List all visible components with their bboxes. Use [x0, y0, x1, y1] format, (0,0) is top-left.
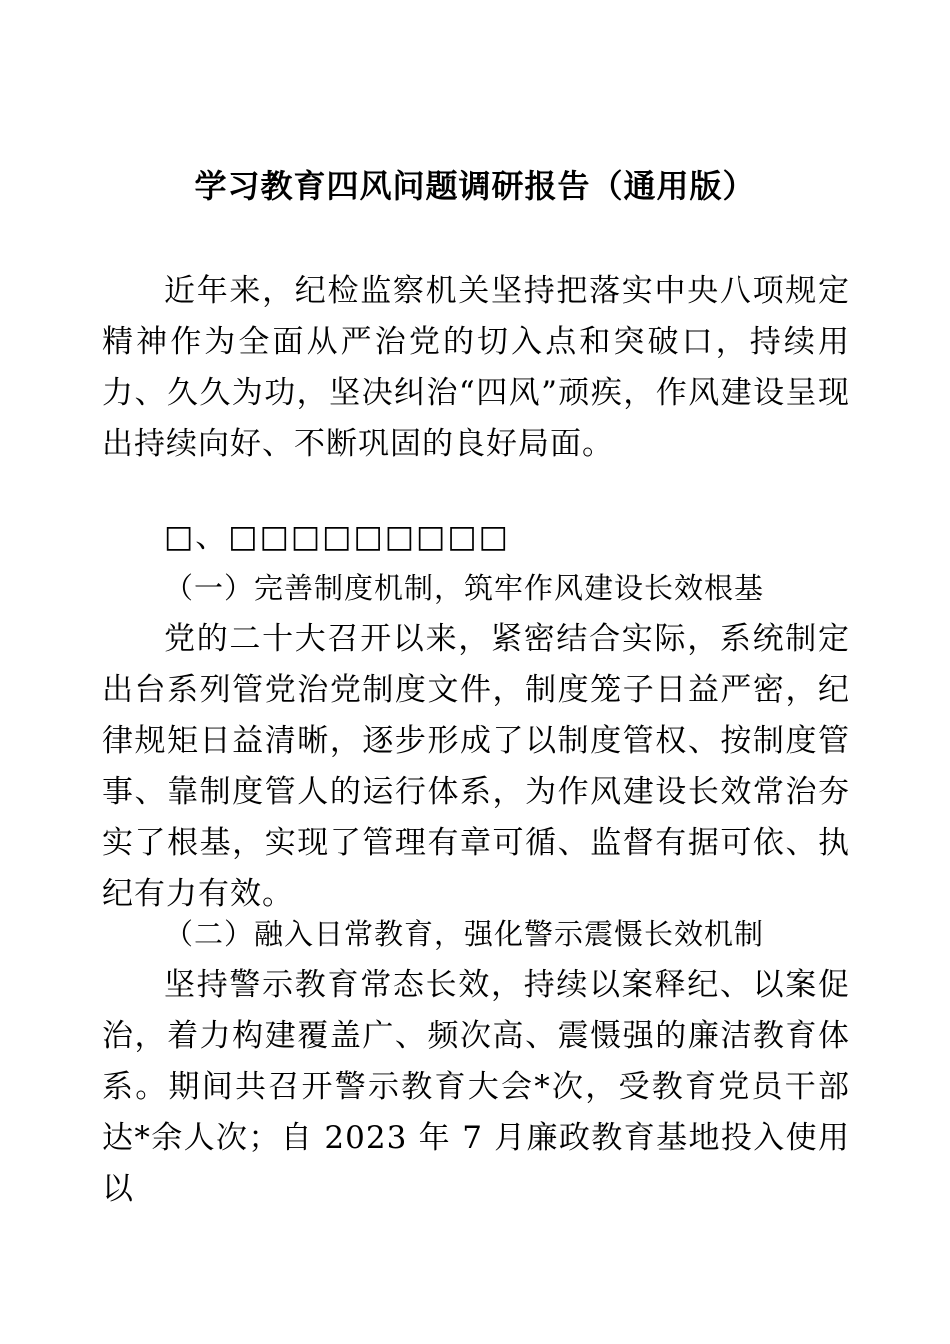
section-heading-1: □、□□□□□□□□□ [164, 519, 510, 555]
subsection-2-paragraph: 坚持警示教育常态长效，持续以案释纪、以案促治，着力构建覆盖广、频次高、震慑强的廉洁教育体系。期间共召开警示教育大会*次，受教育党员干部达*余人次；自 2023 年 7 月廉政教育基地投入使用以 [102, 967, 850, 1207]
subsection-1-paragraph: 党的二十大召开以来，紧密结合实际，系统制定出台系列管党治党制度文件，制度笼子日益严密，纪律规矩日益清晰，逐步形成了以制度管权、按制度管事、靠制度管人的运行体系，为作风建设长效常治夯实了根基，实现了管理有章可循、监督有据可依、执纪有力有效。 [102, 621, 850, 912]
document-title: 学习教育四风问题调研报告（通用版） [194, 167, 756, 205]
intro-paragraph: 近年来，纪检监察机关坚持把落实中央八项规定精神作为全面从严治党的切入点和突破口，持续用力、久久为功，坚决纠治“四风”顽疾，作风建设呈现出持续向好、不断巩固的良好局面。 [102, 273, 850, 462]
subsection-heading-2: （二）融入日常教育，强化警示震慑长效机制 [164, 917, 765, 951]
subsection-heading-1: （一）完善制度机制，筑牢作风建设长效根基 [164, 571, 765, 605]
